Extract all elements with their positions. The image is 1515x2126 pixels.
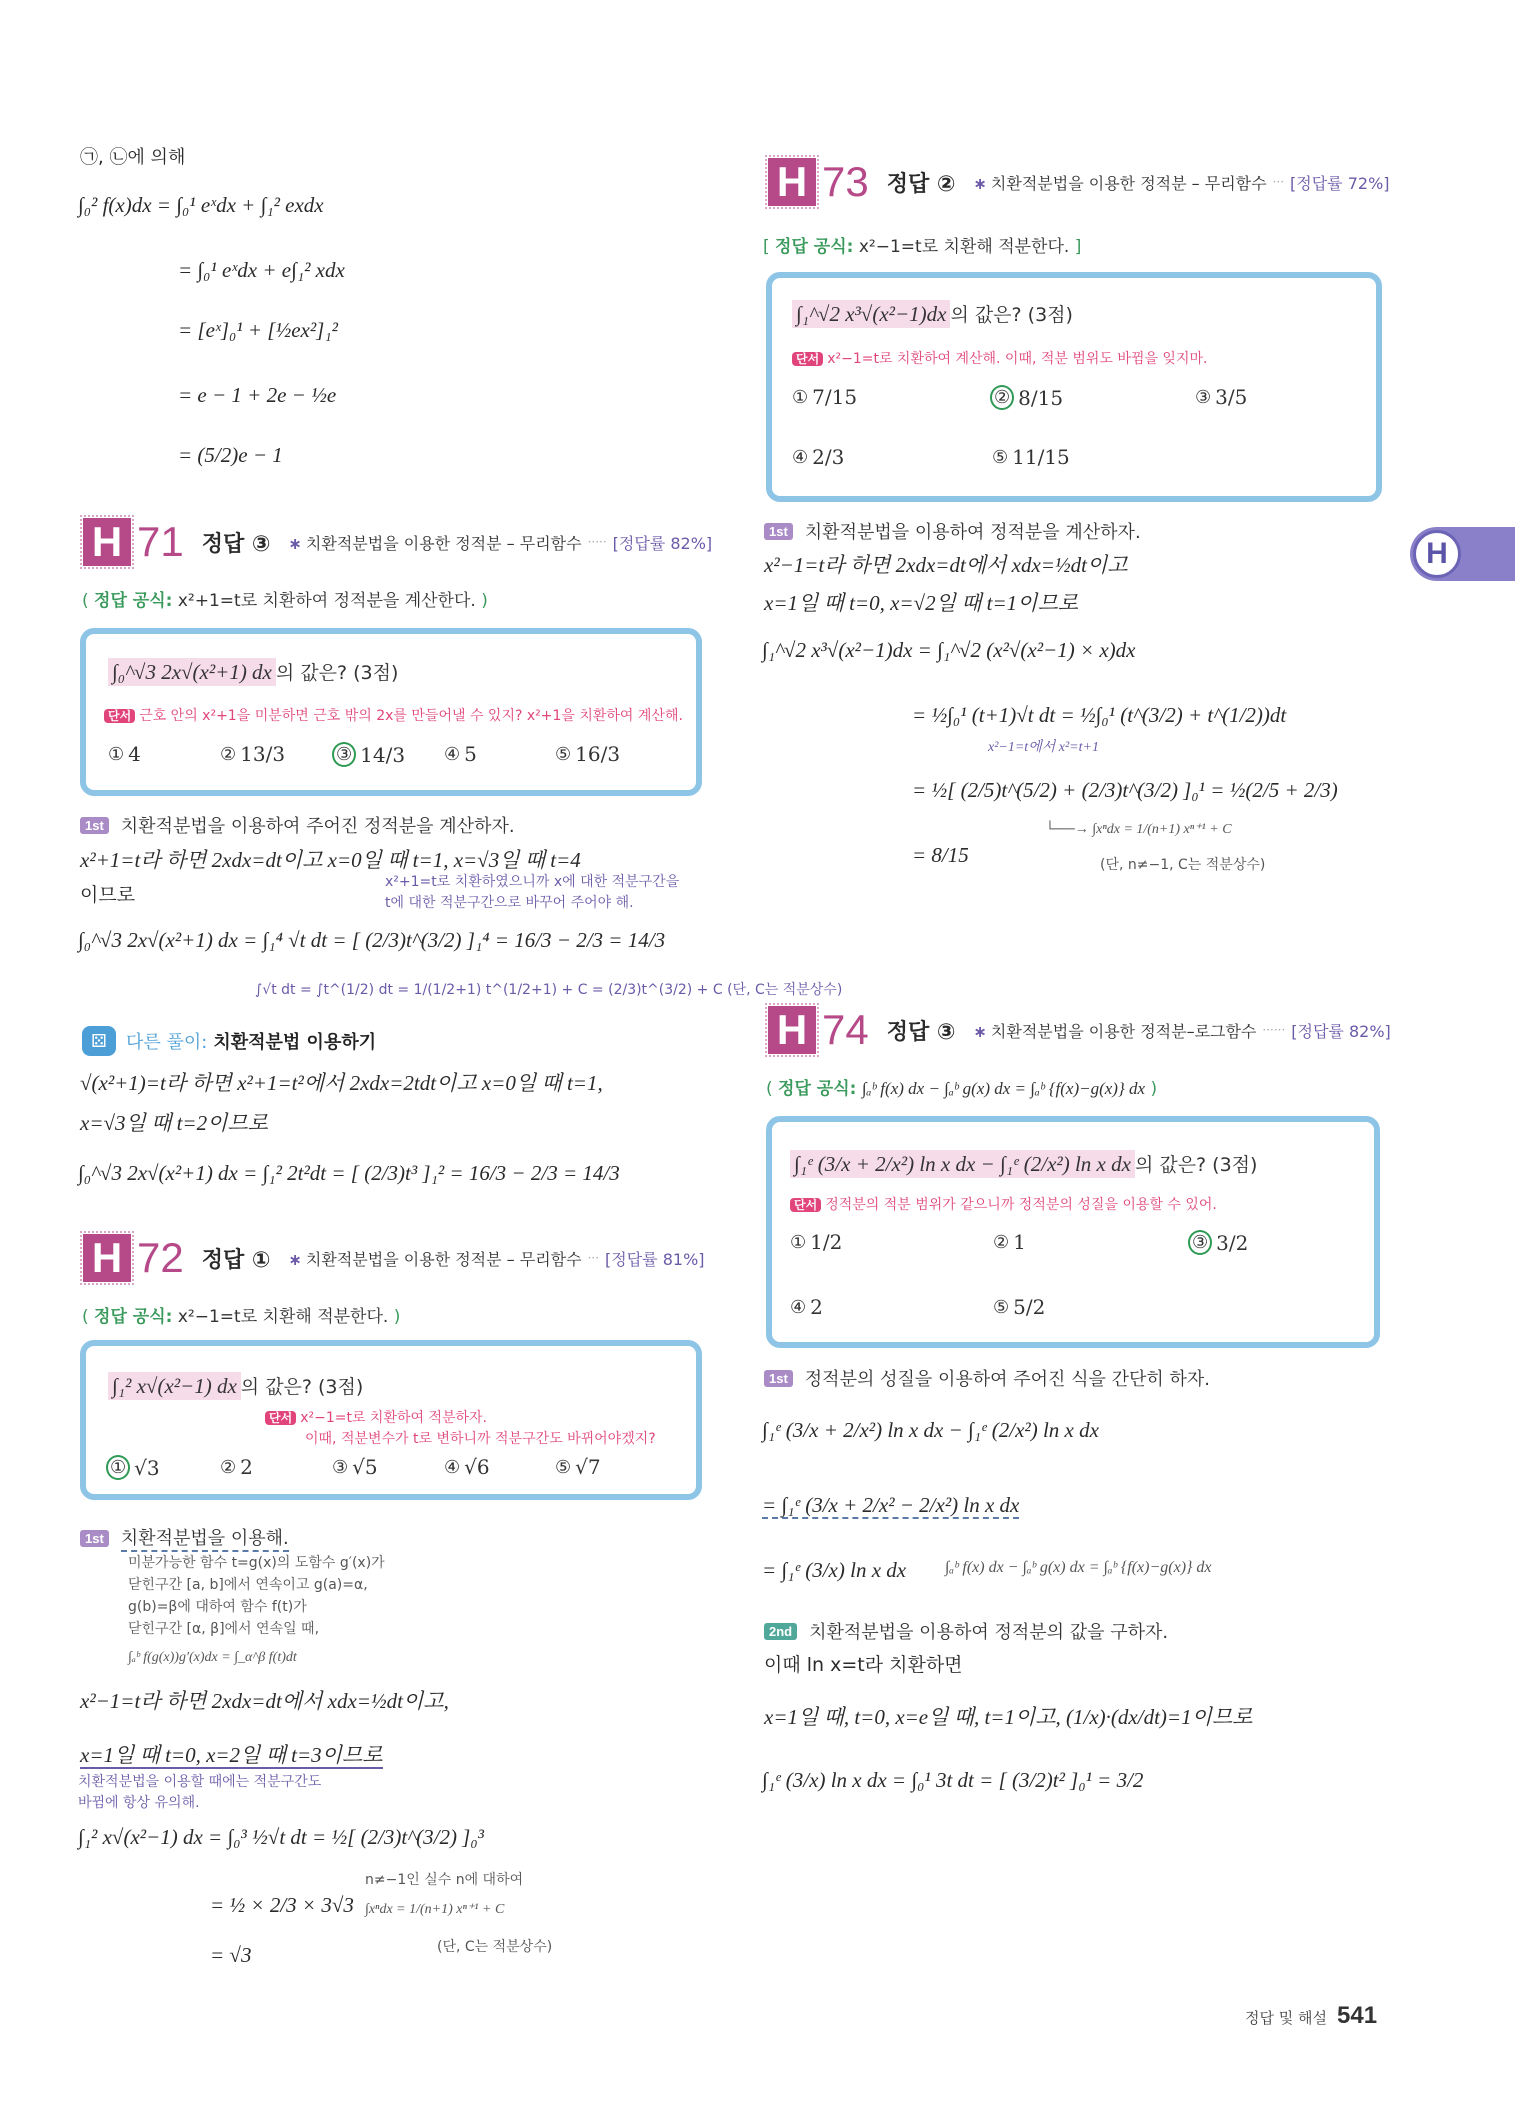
question: [108, 1372, 363, 1399]
correct-rate: [정답률 82%]: [1291, 1021, 1391, 1041]
topic: [289, 1247, 582, 1270]
problem-header-71: [83, 516, 712, 568]
hint-tag: 단서: [265, 1411, 296, 1425]
topic-text: 치환적분법을 이용한 정적분 – 무리함수: [990, 173, 1267, 193]
choice-number: ④: [790, 1296, 807, 1318]
note: x²−1=t에서 x²=t+1: [988, 740, 1099, 755]
choice-4[interactable]: [792, 445, 844, 469]
choice-number: ③: [1195, 386, 1212, 408]
note-text: ∫xⁿdx = 1/(n+1) xⁿ⁺¹ + C: [1092, 822, 1232, 837]
choice-value: 5/2: [1013, 1295, 1046, 1319]
choice-value: 8/15: [1018, 385, 1064, 410]
section-h-badge: H: [768, 1006, 816, 1054]
page-footer: [1245, 2002, 1377, 2030]
choice-value: 7/15: [812, 385, 858, 409]
solution-line: ∫₀^√3 2x√(x²+1) dx = ∫₁⁴ √t dt = [ (2/3)t^(3/2) ]₁⁴ = 16/3 − 2/3 = 14/3: [78, 928, 666, 952]
leader-dots: ·····: [587, 535, 607, 549]
arrow-icon: └──→: [1045, 822, 1093, 837]
step-title: 정적분의 성질을 이용하여 주어진 식을 간단히 하자.: [804, 1369, 1210, 1390]
hint-text: x²−1=t로 치환하여 계산해. 이때, 적분 범위도 바뀜을 잊지마.: [827, 351, 1208, 367]
solution-line: x=1일 때, t=0, x=e일 때, t=1이고, (1/x)·(dx/dt)=1이므로: [764, 1705, 1253, 1729]
answer-label: 정답 ③: [201, 531, 271, 557]
solution-line: [80, 1740, 383, 1770]
step-1st: [764, 1365, 1210, 1391]
choice-number: ④: [792, 446, 809, 468]
problem-number: 74: [822, 1006, 869, 1053]
prev-solution-line: ∫₀² f(x)dx = ∫₀¹ eˣdx + ∫₁² exdx: [78, 193, 324, 217]
choice-value: 5: [464, 742, 477, 766]
choice-1[interactable]: [108, 742, 141, 766]
choice-number: ⑤: [992, 446, 1009, 468]
solution-line: = ½[ (2/5)t^(5/2) + (2/3)t^(3/2) ]₀¹ = ½(2/5 + 2/3): [912, 778, 1338, 802]
question: [108, 658, 398, 685]
choice-value: 11/15: [1012, 445, 1070, 469]
question-expression: ∫₁ᵉ (3/x + 2/x²) ln x dx − ∫₁ᵉ (2/x²) ln x dx: [790, 1150, 1135, 1178]
choice-2[interactable]: [220, 742, 285, 766]
choice-value: 2/3: [812, 445, 845, 469]
note: ∫ₐᵇ f(x) dx − ∫ₐᵇ g(x) dx = ∫ₐᵇ {f(x)−g(x)} dx: [945, 1559, 1212, 1576]
alt-line: √(x²+1)=t라 하면 x²+1=t²에서 2xdx=2tdt이고 x=0일 때 t=1,: [80, 1071, 603, 1095]
answer-label: 정답 ②: [886, 171, 956, 197]
star-icon: ∗: [288, 533, 302, 553]
choice-number: ②: [993, 1231, 1010, 1253]
prev-solution-intro: ㉠, ㉡에 의해: [80, 147, 186, 168]
problem-number: 73: [822, 158, 869, 205]
section-h-badge: H: [83, 1234, 131, 1282]
hint-line-2: 이때, 적분변수가 t로 변하니까 적분구간도 바뀌어야겠지?: [305, 1431, 656, 1447]
step-title: 치환적분법을 이용하여 주어진 정적분을 계산하자.: [120, 816, 515, 837]
choice-number: ②: [220, 743, 237, 765]
step-2nd: [764, 1618, 1168, 1644]
topic-text: 치환적분법을 이용한 정적분–로그함수: [990, 1021, 1257, 1041]
question-suffix: 의 값은? (3점): [950, 304, 1073, 326]
note: x²+1=t로 치환하였으니까 x에 대한 적분구간을: [385, 874, 680, 890]
formula-text: x²−1=t로 치환해 적분한다.: [177, 1307, 389, 1327]
formula-label: 정답 공식:: [94, 1307, 173, 1327]
solution-line: x²−1=t라 하면 2xdx=dt에서 xdx=½dt이고,: [80, 1689, 449, 1713]
note: 치환적분법을 이용할 때에는 적분구간도: [78, 1774, 322, 1790]
correct-mark-icon: ②: [990, 385, 1014, 410]
solution-line: = 8/15: [912, 843, 969, 867]
star-icon: ∗: [973, 1021, 987, 1041]
note: (단, n≠−1, C는 적분상수): [1100, 857, 1266, 873]
star-icon: ∗: [288, 1249, 302, 1269]
choice-number: ①: [790, 1231, 807, 1253]
solution-line: ∫₁² x√(x²−1) dx = ∫₀³ ½√t dt = ½[ (2/3)t^(3/2) ]₀³: [78, 1825, 484, 1849]
choice-value: 2: [240, 1455, 253, 1479]
section-h-badge: H: [768, 158, 816, 206]
alt-line: ∫₀^√3 2x√(x²+1) dx = ∫₁² 2t²dt = [ (2/3)t³ ]₁² = 16/3 − 2/3 = 14/3: [78, 1161, 620, 1185]
formula-label: 정답 공식:: [778, 1079, 857, 1099]
choice-1[interactable]: [792, 385, 857, 409]
choice-value: 3/2: [1216, 1230, 1249, 1255]
solution-line: x²+1=t라 하면 2xdx=dt이고 x=0일 때 t=1, x=√3일 때 t=4: [80, 848, 581, 872]
solution-line: ∫₁ᵉ (3/x + 2/x²) ln x dx − ∫₁ᵉ (2/x²) ln x dx: [762, 1418, 1099, 1442]
choice-2[interactable]: [220, 1455, 253, 1479]
theorem-line: 닫힌구간 [α, β]에서 연속일 때,: [128, 1621, 320, 1637]
alt-line: x=√3일 때 t=2이므로: [80, 1111, 268, 1135]
step-tag: 1st: [80, 1530, 109, 1547]
solution-line: = ½ × 2/3 × 3√3: [210, 1893, 354, 1917]
hint: [265, 1407, 487, 1427]
star-icon: ∗: [973, 173, 987, 193]
choice-2[interactable]: [993, 1230, 1026, 1254]
hint-text: 근호 안의 x²+1을 미분하면 근호 밖의 2x를 만들어낼 수 있지? x²+1을 치환하여 계산해.: [139, 708, 683, 724]
answer-formula: ( 정답 공식: x²−1=t로 치환해 적분한다. ): [82, 1307, 401, 1327]
solution-line: 이므로: [80, 884, 136, 906]
hint-tag: 단서: [792, 352, 823, 366]
choice-1-correct[interactable]: [106, 1455, 160, 1480]
hint: [104, 705, 683, 725]
choice-1[interactable]: [790, 1230, 842, 1254]
answer-formula: [ 정답 공식: x²−1=t로 치환해 적분한다. ]: [763, 237, 1082, 257]
topic-text: 치환적분법을 이용한 정적분 – 무리함수: [305, 1249, 582, 1269]
answer-formula: ( 정답 공식: ∫ₐᵇ f(x) dx − ∫ₐᵇ g(x) dx = ∫ₐᵇ {f(x)−g(x)} dx ): [766, 1079, 1158, 1099]
question-expression: ∫₀^√3 2x√(x²+1) dx: [108, 658, 276, 686]
hint-tag: 단서: [790, 1198, 821, 1212]
step-tag: 1st: [764, 1370, 793, 1387]
section-h-badge: H: [83, 518, 131, 566]
choice-value: √3: [134, 1455, 160, 1480]
choice-value: √7: [575, 1455, 601, 1479]
choice-value: 13/3: [240, 742, 286, 766]
step-title: 치환적분법을 이용하여 정적분을 계산하자.: [804, 522, 1141, 543]
choice-3[interactable]: [1195, 385, 1247, 409]
step-1st: [80, 812, 515, 838]
question-expression: ∫₁² x√(x²−1) dx: [108, 1372, 241, 1400]
choice-number: ⑤: [555, 743, 572, 765]
chapter-side-tab[interactable]: [1410, 527, 1515, 581]
prev-solution-line: = (5/2)e − 1: [178, 443, 283, 467]
note: ∫xⁿdx = 1/(n+1) xⁿ⁺¹ + C: [365, 1902, 505, 1917]
choice-number: ④: [444, 1456, 461, 1478]
alt-label: 다른 풀이:: [126, 1032, 208, 1053]
correct-mark-icon: ①: [106, 1455, 130, 1480]
leader-dots: ······: [1262, 1023, 1286, 1037]
problem-number: 72: [137, 1234, 184, 1281]
formula-text: x²−1=t로 치환해 적분한다.: [858, 237, 1070, 257]
choice-value: √6: [464, 1455, 490, 1479]
problem-header-72: [83, 1232, 705, 1284]
note: n≠−1인 실수 n에 대하여: [365, 1872, 524, 1888]
choice-value: 1/2: [810, 1230, 843, 1254]
choice-value: 4: [128, 742, 141, 766]
page-number: 541: [1337, 2002, 1378, 2029]
correct-mark-icon: ③: [1188, 1230, 1212, 1255]
correct-mark-icon: ③: [332, 742, 356, 767]
solution-line: ∫₁ᵉ (3/x) ln x dx = ∫₀¹ 3t dt = [ (3/2)t² ]₀¹ = 3/2: [762, 1768, 1144, 1792]
choice-number: ①: [108, 743, 125, 765]
note: t에 대한 적분구간으로 바꾸어 주어야 해.: [385, 895, 634, 911]
prev-solution-line: = [eˣ]₀¹ + [½ex²]₁²: [178, 318, 338, 342]
solution-line: ∫₁^√2 x³√(x²−1)dx = ∫₁^√2 (x²√(x²−1) × x)dx: [762, 638, 1136, 662]
step-1st: [764, 518, 1141, 544]
choice-value: 2: [810, 1295, 823, 1319]
note: 바뀜에 항상 유의해.: [78, 1795, 200, 1811]
choice-value: 1: [1013, 1230, 1026, 1254]
theorem-line: ∫ₐᵇ f(g(x))g′(x)dx = ∫_α^β f(t)dt: [128, 1650, 297, 1665]
choice-3[interactable]: [332, 1455, 378, 1479]
choice-value: 3/5: [1215, 385, 1248, 409]
formula-label: 정답 공식:: [94, 591, 173, 611]
theorem-line: g(b)=β에 대하여 함수 f(t)가: [128, 1599, 307, 1615]
answer-formula: ( 정답 공식: x²+1=t로 치환하여 정적분을 계산한다. ): [82, 591, 488, 611]
choice-number: ③: [332, 1456, 349, 1478]
choice-2-correct[interactable]: [990, 385, 1063, 410]
problem-number: 71: [137, 518, 184, 565]
choice-5[interactable]: [555, 1455, 601, 1479]
solution-line: [762, 1490, 1019, 1520]
note: ∫√t dt = ∫t^(1/2) dt = 1/(1/2+1) t^(1/2+1) + C = (2/3)t^(3/2) + C (단, C는 적분상수): [255, 982, 843, 998]
correct-rate: [정답률 72%]: [1290, 173, 1390, 193]
choice-5[interactable]: [992, 445, 1070, 469]
footer-label: 정답 및 해설: [1245, 2009, 1327, 2027]
theorem-line: 닫힌구간 [a, b]에서 연속이고 g(a)=α,: [128, 1577, 368, 1593]
step-title: 치환적분법을 이용하여 정적분의 값을 구하자.: [809, 1622, 1169, 1643]
theorem-line: 미분가능한 함수 t=g(x)의 도함수 g′(x)가: [128, 1555, 385, 1571]
alt-solution-header: [82, 1026, 376, 1056]
answer-label: 정답 ③: [886, 1019, 956, 1045]
choice-value: 16/3: [575, 742, 621, 766]
hint-tag: 단서: [104, 709, 135, 723]
step-tag: 1st: [764, 523, 793, 540]
formula-text: ∫ₐᵇ f(x) dx − ∫ₐᵇ g(x) dx = ∫ₐᵇ {f(x)−g(x)} dx: [861, 1079, 1146, 1098]
step-tag: 2nd: [764, 1623, 797, 1640]
choice-4[interactable]: [444, 742, 477, 766]
topic: [974, 1019, 1257, 1042]
solution-line: = ∫₁ᵉ (3/x) ln x dx: [762, 1558, 907, 1582]
problem-header-73: [768, 156, 1390, 208]
choice-number: ④: [444, 743, 461, 765]
answer-label: 정답 ①: [201, 1247, 271, 1273]
question-suffix: 의 값은? (3점): [1134, 1154, 1258, 1176]
choice-4[interactable]: [790, 1295, 823, 1319]
choice-3-correct[interactable]: [332, 742, 405, 767]
prev-solution-line: = ∫₀¹ eˣdx + e∫₁² xdx: [178, 258, 345, 282]
hint: [792, 348, 1207, 368]
question: [790, 1150, 1257, 1177]
step-1st: [80, 1524, 289, 1552]
question-suffix: 의 값은? (3점): [240, 1376, 364, 1398]
choice-number: ⑤: [555, 1456, 572, 1478]
choice-value: 14/3: [360, 742, 406, 767]
step-title: 치환적분법을 이용해.: [121, 1524, 289, 1552]
choice-5[interactable]: [555, 742, 620, 766]
choice-number: ②: [220, 1456, 237, 1478]
note: (단, C는 적분상수): [437, 1939, 553, 1955]
solution-underlined: = ∫₁ᵉ (3/x + 2/x² − 2/x²) ln x dx: [762, 1493, 1020, 1517]
solution-underlined: x=1일 때 t=0, x=2일 때 t=3이므로: [80, 1743, 383, 1767]
question-expression: ∫₁^√2 x³√(x²−1)dx: [792, 300, 950, 328]
hint: [790, 1194, 1217, 1214]
solution-line: = ½∫₀¹ (t+1)√t dt = ½∫₀¹ (t^(3/2) + t^(1/2))dt: [912, 703, 1287, 727]
formula-label: 정답 공식:: [775, 237, 854, 257]
prev-solution-line: = e − 1 + 2e − ½e: [178, 383, 337, 407]
choice-number: ⑤: [993, 1296, 1010, 1318]
leader-dots: ···: [1272, 175, 1285, 189]
dice-icon: ⚄: [82, 1026, 116, 1056]
leader-dots: ···: [587, 1251, 600, 1265]
solution-line: x²−1=t라 하면 2xdx=dt에서 xdx=½dt이고: [764, 553, 1128, 577]
solution-line: x=1일 때 t=0, x=√2일 때 t=1이므로: [764, 591, 1079, 615]
choice-3-correct[interactable]: [1188, 1230, 1248, 1255]
chapter-h-icon: H: [1413, 530, 1461, 578]
choice-4[interactable]: [444, 1455, 490, 1479]
note: [1045, 820, 1232, 840]
solution-line: = √3: [210, 1943, 252, 1967]
topic-text: 치환적분법을 이용한 정적분 – 무리함수: [305, 533, 582, 553]
question: [792, 300, 1073, 327]
topic: [289, 531, 582, 554]
hint-text: 정적분의 적분 범위가 같으니까 정적분의 성질을 이용할 수 있어.: [825, 1197, 1217, 1213]
correct-rate: [정답률 81%]: [605, 1249, 705, 1269]
choice-5[interactable]: [993, 1295, 1045, 1319]
choice-number: ①: [792, 386, 809, 408]
step-tag: 1st: [80, 817, 109, 834]
alt-title: 치환적분법 이용하기: [213, 1032, 377, 1053]
formula-text: x²+1=t로 치환하여 정적분을 계산한다.: [177, 591, 476, 611]
topic: [974, 171, 1267, 194]
choice-value: √5: [352, 1455, 378, 1479]
question-suffix: 의 값은? (3점): [275, 662, 399, 684]
problem-header-74: [768, 1004, 1391, 1056]
solution-line: 이때 ln x=t라 치환하면: [764, 1654, 963, 1676]
hint-text: x²−1=t로 치환하여 적분하자.: [300, 1410, 488, 1426]
correct-rate: [정답률 82%]: [612, 533, 713, 553]
